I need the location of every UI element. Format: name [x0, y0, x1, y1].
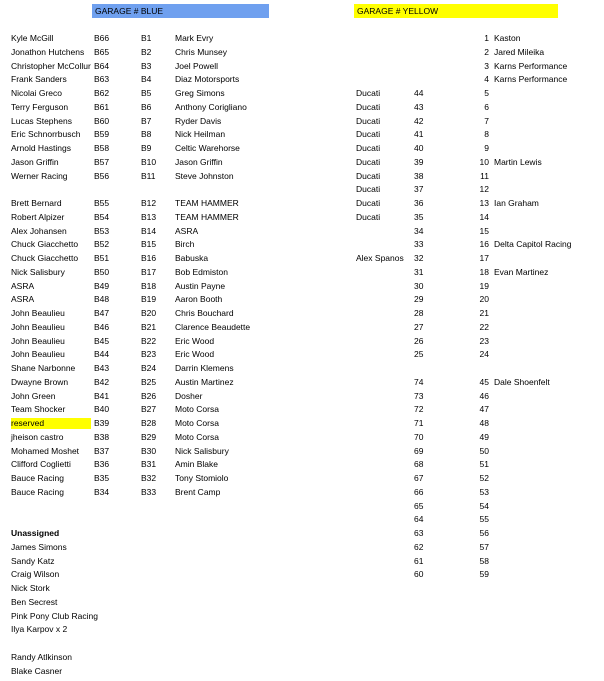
- garage-yellow-header: GARAGE # YELLOW: [354, 4, 558, 18]
- yellow-left-number: 61: [414, 555, 424, 566]
- yellow-left-number: 32: [414, 253, 424, 263]
- blue-garage-b: B22: [141, 335, 157, 346]
- blue-garage-code: B37: [94, 445, 110, 456]
- blue-garage-code: B54: [94, 211, 110, 222]
- blue-garage-b: B33: [141, 486, 157, 497]
- yellow-right-number: 9: [484, 143, 489, 153]
- yellow-right-number: 7: [484, 115, 489, 126]
- yellow-left-name: Ducati: [356, 129, 381, 140]
- blue-team-name: ASRA: [175, 225, 199, 236]
- blue-team-name: Bob Edmiston: [175, 266, 228, 277]
- yellow-left-number: 72: [414, 404, 424, 415]
- yellow-left-number: 67: [414, 473, 424, 483]
- blue-garage-code: B47: [94, 308, 110, 318]
- yellow-left-number: 62: [414, 541, 424, 552]
- unassigned-name: Ilya Karpov x 2: [11, 624, 68, 635]
- blue-rider-name: Lucas Stephens: [11, 115, 72, 126]
- blue-garage-b: B8: [141, 129, 152, 140]
- yellow-right-number: 46: [479, 390, 489, 401]
- yellow-right-number: 18: [479, 266, 489, 277]
- yellow-right-number: 17: [479, 253, 489, 263]
- yellow-right-number: 12: [479, 184, 489, 195]
- blue-team-name: Moto Corsa: [175, 418, 219, 428]
- blue-rider-name: Frank Sanders: [11, 74, 67, 85]
- yellow-right-number: 8: [484, 129, 489, 140]
- blue-rider-name: Bauce Racing: [11, 486, 64, 497]
- yellow-right-number: 5: [484, 88, 489, 98]
- blue-team-name: Steve Johnston: [175, 170, 234, 181]
- blue-team-name: Austin Martinez: [175, 376, 234, 387]
- blue-rider-name: John Beaulieu: [11, 308, 65, 318]
- blue-garage-b: B26: [141, 390, 157, 401]
- blue-team-name: Aaron Booth: [175, 294, 223, 305]
- yellow-left-number: 63: [414, 528, 424, 538]
- yellow-right-number: 16: [479, 239, 489, 250]
- blue-rider-name: ASRA: [11, 294, 35, 305]
- blue-garage-code: B45: [94, 335, 110, 346]
- yellow-left-number: 33: [414, 239, 424, 250]
- blue-garage-code: B61: [94, 101, 110, 112]
- blue-rider-name: Brett Bernard: [11, 198, 62, 208]
- yellow-left-number: 43: [414, 101, 424, 112]
- yellow-left-number: 41: [414, 129, 424, 140]
- yellow-right-number: 45: [479, 376, 489, 387]
- blue-garage-b: B10: [141, 156, 157, 167]
- yellow-left-number: 42: [414, 115, 424, 126]
- unassigned-name: Ben Secrest: [11, 596, 58, 607]
- yellow-left-name: Ducati: [356, 170, 381, 181]
- blue-team-name: TEAM HAMMER: [175, 198, 239, 208]
- blue-garage-b: B11: [141, 170, 156, 181]
- blue-team-name: Celtic Warehorse: [175, 143, 240, 153]
- yellow-left-number: 66: [414, 486, 424, 497]
- blue-team-name: Moto Corsa: [175, 404, 219, 415]
- blue-rider-name: Nicolai Greco: [11, 88, 63, 98]
- yellow-right-number: 58: [479, 555, 489, 566]
- yellow-team-name: Karns Performance: [494, 74, 568, 85]
- blue-garage-code: B43: [94, 363, 110, 373]
- blue-garage-code: B41: [94, 390, 110, 401]
- blue-garage-b: B28: [141, 418, 157, 428]
- blue-garage-b: B5: [141, 88, 152, 98]
- yellow-left-name: Ducati: [356, 101, 381, 112]
- blue-garage-code: B34: [94, 486, 110, 497]
- blue-garage-code: B51: [94, 253, 110, 263]
- yellow-right-number: 24: [479, 349, 489, 360]
- yellow-left-number: 65: [414, 500, 424, 511]
- yellow-left-number: 70: [414, 431, 424, 442]
- blue-garage-b: B3: [141, 60, 152, 71]
- blue-team-name: Austin Payne: [175, 280, 226, 291]
- blue-rider-name: John Green: [11, 390, 56, 401]
- unassigned-name: Craig Wilson: [11, 569, 60, 580]
- yellow-left-number: 35: [414, 211, 424, 222]
- blue-garage-code: B58: [94, 143, 110, 153]
- blue-garage-code: B65: [94, 46, 110, 57]
- yellow-right-number: 6: [484, 101, 489, 112]
- blue-garage-code: B48: [94, 294, 110, 305]
- blue-garage-b: B7: [141, 115, 152, 126]
- blue-rider-name: Werner Racing: [11, 170, 68, 181]
- blue-rider-name: reserved: [11, 418, 91, 429]
- yellow-right-number: 15: [479, 225, 489, 236]
- blue-garage-b: B31: [141, 459, 157, 470]
- yellow-left-name: Ducati: [356, 211, 381, 222]
- yellow-right-number: 48: [479, 418, 489, 428]
- yellow-left-number: 39: [414, 156, 424, 167]
- blue-rider-name: Jason Griffin: [11, 156, 59, 167]
- blue-garage-code: B50: [94, 266, 110, 277]
- yellow-left-number: 37: [414, 184, 424, 195]
- blue-team-name: Mark Evry: [175, 33, 214, 43]
- yellow-team-name: Kaston: [494, 33, 521, 43]
- blue-rider-name: Clifford Coglietti: [11, 459, 71, 470]
- blue-garage-b: B25: [141, 376, 157, 387]
- blue-team-name: Moto Corsa: [175, 431, 219, 442]
- yellow-left-number: 28: [414, 308, 424, 318]
- blue-team-name: Brent Camp: [175, 486, 221, 497]
- yellow-left-name: Ducati: [356, 88, 381, 98]
- blue-garage-b: B27: [141, 404, 157, 415]
- yellow-left-number: 69: [414, 445, 424, 456]
- blue-garage-code: B63: [94, 74, 110, 85]
- yellow-left-number: 68: [414, 459, 424, 470]
- yellow-right-number: 50: [479, 445, 489, 456]
- blue-garage-code: B46: [94, 321, 110, 332]
- blue-garage-code: B56: [94, 170, 110, 181]
- blue-team-name: Dosher: [175, 390, 203, 401]
- blue-garage-code: B35: [94, 473, 110, 483]
- blue-rider-name: John Beaulieu: [11, 349, 65, 360]
- blue-garage-code: B66: [94, 33, 110, 43]
- yellow-right-number: 55: [479, 514, 489, 525]
- blue-garage-code: B62: [94, 88, 110, 98]
- blue-rider-name: Arnold Hastings: [11, 143, 72, 153]
- blue-garage-b: B1: [141, 33, 152, 43]
- yellow-team-name: Ian Graham: [494, 198, 539, 208]
- blue-garage-code: B49: [94, 280, 110, 291]
- yellow-right-number: 2: [484, 46, 489, 57]
- yellow-left-name: Ducati: [356, 156, 381, 167]
- yellow-right-number: 20: [479, 294, 489, 305]
- yellow-right-number: 53: [479, 486, 489, 497]
- yellow-team-name: Delta Capitol Racing: [494, 239, 572, 250]
- yellow-right-number: 47: [479, 404, 489, 415]
- yellow-right-number: 10: [479, 156, 489, 167]
- unassigned-heading: Unassigned: [11, 528, 60, 538]
- unassigned-name: James Simons: [11, 541, 67, 552]
- yellow-left-name: Ducati: [356, 184, 381, 195]
- yellow-left-number: 29: [414, 294, 424, 305]
- yellow-left-number: 64: [414, 514, 424, 525]
- yellow-left-number: 36: [414, 198, 424, 208]
- blue-rider-name: Jonathon Hutchens: [11, 46, 85, 57]
- yellow-left-name: Ducati: [356, 115, 381, 126]
- blue-garage-code: B39: [94, 418, 110, 428]
- blue-rider-name: jheison castro: [11, 431, 64, 442]
- blue-rider-name: Nick Salisbury: [11, 266, 65, 277]
- blue-garage-b: B9: [141, 143, 152, 153]
- blue-rider-name: Robert Alpizer: [11, 211, 65, 222]
- blue-rider-name: John Beaulieu: [11, 321, 65, 332]
- yellow-left-number: 60: [414, 569, 424, 580]
- blue-garage-code: B38: [94, 431, 110, 442]
- blue-team-name: Anthony Corigliano: [175, 101, 247, 112]
- yellow-left-number: 26: [414, 335, 424, 346]
- blue-garage-b: B6: [141, 101, 152, 112]
- yellow-right-number: 23: [479, 335, 489, 346]
- blue-garage-code: B59: [94, 129, 110, 140]
- yellow-right-number: 21: [479, 308, 489, 318]
- blue-rider-name: Dwayne Brown: [11, 376, 69, 387]
- blue-garage-b: B19: [141, 294, 157, 305]
- blue-garage-b: B24: [141, 363, 157, 373]
- blue-team-name: Nick Salisbury: [175, 445, 229, 456]
- blue-team-name: Amin Blake: [175, 459, 218, 470]
- blue-garage-code: B40: [94, 404, 110, 415]
- yellow-right-number: 51: [479, 459, 489, 470]
- yellow-right-number: 11: [480, 170, 489, 181]
- yellow-left-number: 31: [414, 266, 424, 277]
- blue-team-name: Joel Powell: [175, 60, 218, 71]
- blue-team-name: Diaz Motorsports: [175, 74, 240, 85]
- blue-rider-name: Alex Johansen: [11, 225, 67, 236]
- blue-garage-b: B18: [141, 280, 157, 291]
- blue-team-name: Darrin Klemens: [175, 363, 234, 373]
- yellow-team-name: Jared Mileika: [494, 46, 545, 57]
- yellow-left-number: 34: [414, 225, 424, 236]
- yellow-right-number: 52: [479, 473, 489, 483]
- blue-garage-b: B16: [141, 253, 157, 263]
- blue-team-name: Eric Wood: [175, 349, 215, 360]
- blue-garage-b: B15: [141, 239, 157, 250]
- yellow-team-name: Martin Lewis: [494, 156, 542, 167]
- yellow-right-number: 19: [479, 280, 489, 291]
- blue-rider-name: Christopher McCollur: [11, 60, 91, 71]
- yellow-left-number: 25: [414, 349, 424, 360]
- yellow-right-number: 22: [479, 321, 489, 332]
- blue-rider-name: ASRA: [11, 280, 35, 291]
- blue-rider-name: Team Shocker: [11, 404, 66, 415]
- blue-garage-code: B64: [94, 60, 110, 71]
- blue-garage-code: B44: [94, 349, 110, 360]
- blue-garage-b: B23: [141, 349, 157, 360]
- yellow-right-number: 1: [484, 33, 489, 43]
- yellow-right-number: 54: [479, 500, 489, 511]
- blue-rider-name: Terry Ferguson: [11, 101, 69, 112]
- blue-garage-b: B32: [141, 473, 157, 483]
- blue-team-name: Jason Griffin: [175, 156, 223, 167]
- yellow-right-number: 13: [479, 198, 489, 208]
- blue-garage-b: B2: [141, 46, 152, 57]
- yellow-left-name: Alex Spanos: [356, 253, 404, 263]
- yellow-right-number: 4: [484, 74, 489, 85]
- blue-garage-b: B17: [141, 266, 157, 277]
- blue-team-name: Babuska: [175, 253, 209, 263]
- blue-team-name: TEAM HAMMER: [175, 211, 239, 222]
- blue-garage-code: B42: [94, 376, 110, 387]
- garage-blue-header: GARAGE # BLUE: [92, 4, 269, 18]
- blue-team-name: Greg Simons: [175, 88, 225, 98]
- unassigned-name: Nick Stork: [11, 583, 50, 593]
- blue-garage-b: B30: [141, 445, 157, 456]
- yellow-left-number: 71: [414, 418, 424, 428]
- blue-garage-b: B29: [141, 431, 157, 442]
- yellow-left-name: Ducati: [356, 143, 381, 153]
- blue-rider-name: Chuck Giacchetto: [11, 239, 79, 250]
- blue-rider-name: Chuck Giacchetto: [11, 253, 79, 263]
- yellow-left-number: 38: [414, 170, 424, 181]
- blue-garage-b: B4: [141, 74, 152, 85]
- yellow-right-number: 57: [479, 541, 489, 552]
- yellow-right-number: 56: [479, 528, 489, 538]
- yellow-left-number: 73: [414, 390, 424, 401]
- blue-rider-name: Shane Narbonne: [11, 363, 76, 373]
- blue-garage-b: B13: [141, 211, 157, 222]
- yellow-team-name: Karns Performance: [494, 60, 568, 71]
- blue-garage-code: B36: [94, 459, 110, 470]
- yellow-left-number: 40: [414, 143, 424, 153]
- blue-rider-name: Kyle McGill: [11, 33, 54, 43]
- unassigned-name: Pink Pony Club Racing: [11, 610, 98, 621]
- yellow-right-number: 59: [479, 569, 489, 580]
- blue-garage-code: B55: [94, 198, 110, 208]
- blue-team-name: Nick Heilman: [175, 129, 226, 140]
- yellow-team-name: Dale Shoenfelt: [494, 376, 550, 387]
- blue-garage-b: B20: [141, 308, 157, 318]
- yellow-team-name: Evan Martinez: [494, 266, 549, 277]
- blue-team-name: Birch: [175, 239, 195, 250]
- blue-team-name: Chris Bouchard: [175, 308, 234, 318]
- unassigned-name: Randy Atlkinson: [11, 651, 72, 662]
- blue-garage-b: B14: [141, 225, 157, 236]
- blue-team-name: Clarence Beaudette: [175, 321, 251, 332]
- blue-team-name: Ryder Davis: [175, 115, 222, 126]
- blue-rider-name: John Beaulieu: [11, 335, 65, 346]
- blue-rider-name: Mohamed Moshet: [11, 445, 80, 456]
- blue-garage-code: B53: [94, 225, 110, 236]
- unassigned-name: Sandy Katz: [11, 555, 55, 566]
- yellow-right-number: 3: [484, 60, 489, 71]
- blue-garage-code: B60: [94, 115, 110, 126]
- yellow-right-number: 14: [479, 211, 489, 222]
- blue-team-name: Eric Wood: [175, 335, 215, 346]
- yellow-left-number: 27: [414, 321, 424, 332]
- blue-garage-b: B12: [141, 198, 157, 208]
- yellow-right-number: 49: [479, 431, 489, 442]
- unassigned-name: Blake Casner: [11, 665, 63, 676]
- yellow-left-number: 30: [414, 280, 424, 291]
- yellow-left-number: 44: [414, 88, 424, 98]
- blue-rider-name: Eric Schnorrbusch: [11, 129, 81, 140]
- yellow-left-number: 74: [414, 376, 424, 387]
- blue-garage-b: B21: [141, 321, 157, 332]
- blue-garage-code: B52: [94, 239, 110, 250]
- blue-garage-code: B57: [94, 156, 110, 167]
- blue-team-name: Chris Munsey: [175, 46, 227, 57]
- yellow-left-name: Ducati: [356, 198, 381, 208]
- blue-team-name: Tony Stomiolo: [175, 473, 229, 483]
- blue-rider-name: Bauce Racing: [11, 473, 64, 483]
